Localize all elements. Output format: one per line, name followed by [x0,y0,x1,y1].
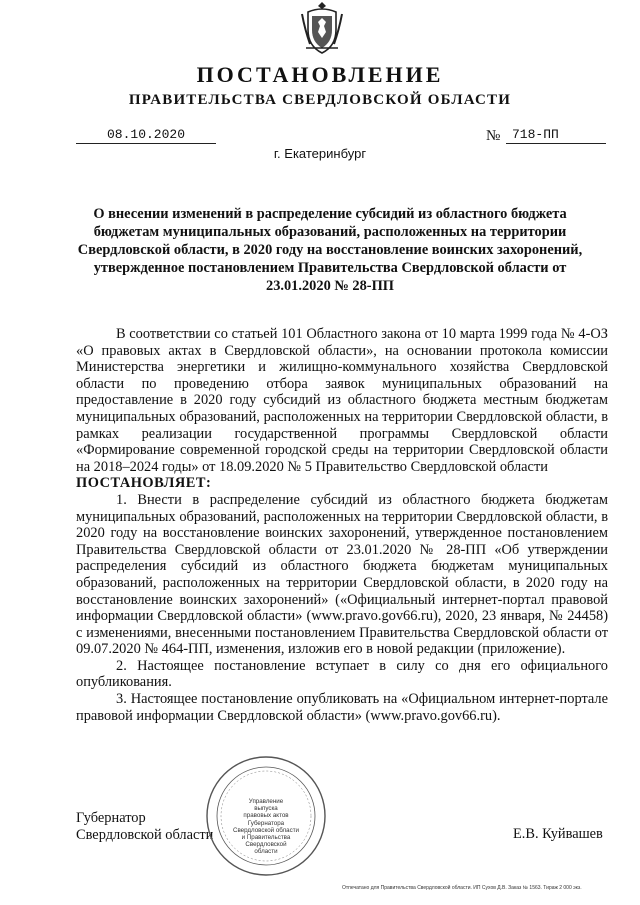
signatory-position-line2: Свердловской области [76,827,214,843]
seal-line: Управление [248,798,284,805]
signatory-position [76,810,213,844]
document-title: О внесении изменений в распределение субсидий из областного бюджета бюджетам муниципальных образований, расположенных на территории Свердловской области, в 2020 году на восстановление воинских захоронений, утвержденное постановлением Правительства Свердловской области от 23.01.2020 № 28-ПП [77,206,583,294]
coat-of-arms-icon [300,0,344,56]
seal-line: правовых актов [243,812,289,820]
preamble-paragraph: В соответствии со статьей 101 Областного закона от 10 марта 1999 года № 4-ОЗ «О правовых актах в Свердловской области», на основании протокола комиссии Министерства энергетики и жилищно-коммунального хозяйства Свердловской области по проведению отбора заявок муниципальных образований на предоставление в 2020 году субсидий из областного бюджета местным бюджетам муниципальных образований, расположенных на территории Свердловской области, в рамках реализации государственной программы Свердловской области «Формирование современной городской среды на территории Свердловской области на 2018–2024 годы» от 18.09.2020 № 5 Правительство Свердловской области [76,326,608,475]
decree-word: ПОСТАНОВЛЯЕТ: [76,475,212,492]
decree-item-2: 2. Настоящее постановление вступает в силу со дня его официального опубликования. [76,657,608,691]
document-body [76,326,608,724]
document-type-heading: ПОСТАНОВЛЕНИЕ [196,62,444,87]
document-city: г. Екатеринбург [273,146,367,161]
seal-line: Свердловской [245,841,287,849]
signatory-name: Е.В. Куйвашев [513,826,603,842]
number-sign: № [486,128,501,144]
document-date: 08.10.2020 [76,126,216,144]
decree-item-1: 1. Внести в распределение субсидий из областного бюджета бюджетам муниципальных образований, расположенных на территории Свердловской области, в 2020 году на восстановление воинских захоронений, утвержденное постановлением Правительства Свердловской области от 23.01.2020 № 28-ПП «Об утверждении распределения субсидий из областного бюджета бюджетам муниципальных образований, расположенных на территории Свердловской области, в 2020 году на восстановление воинских захоронений» («Официальный интернет-портал правовой информации Свердловской области» (www.pravo.gov66.ru), 2020, 23 января, № 24458) с изменениями, внесенными постановлением Правительства Свердловской области от 09.07.2020 № 464-ПП, изменения, изложив его в новой редакции (приложение). [76,491,608,658]
issuer-heading: ПРАВИТЕЛЬСТВА СВЕРДЛОВСКОЙ ОБЛАСТИ [128,92,512,108]
seal-line: Губернатора [247,819,285,827]
seal-line: выпуска [254,805,278,813]
seal-line: области [254,848,278,856]
seal-text [222,798,310,856]
decree-item-3: 3. Настоящее постановление опубликовать на «Официальном интернет-портале правовой информации Свердловской области» (www.pravo.gov66.ru). [76,691,608,724]
seal-line: и Правительства [241,834,291,842]
seal-line: Свердловской области [232,826,299,834]
print-footer: Отпечатано для Правительства Свердловской области. ИП Сухов Д.В. Заказ № 1563. Тираж 2 000 экз. [342,885,582,891]
signatory-position-line1: Губернатор [76,810,146,826]
document-number: 718-ПП [506,126,606,144]
